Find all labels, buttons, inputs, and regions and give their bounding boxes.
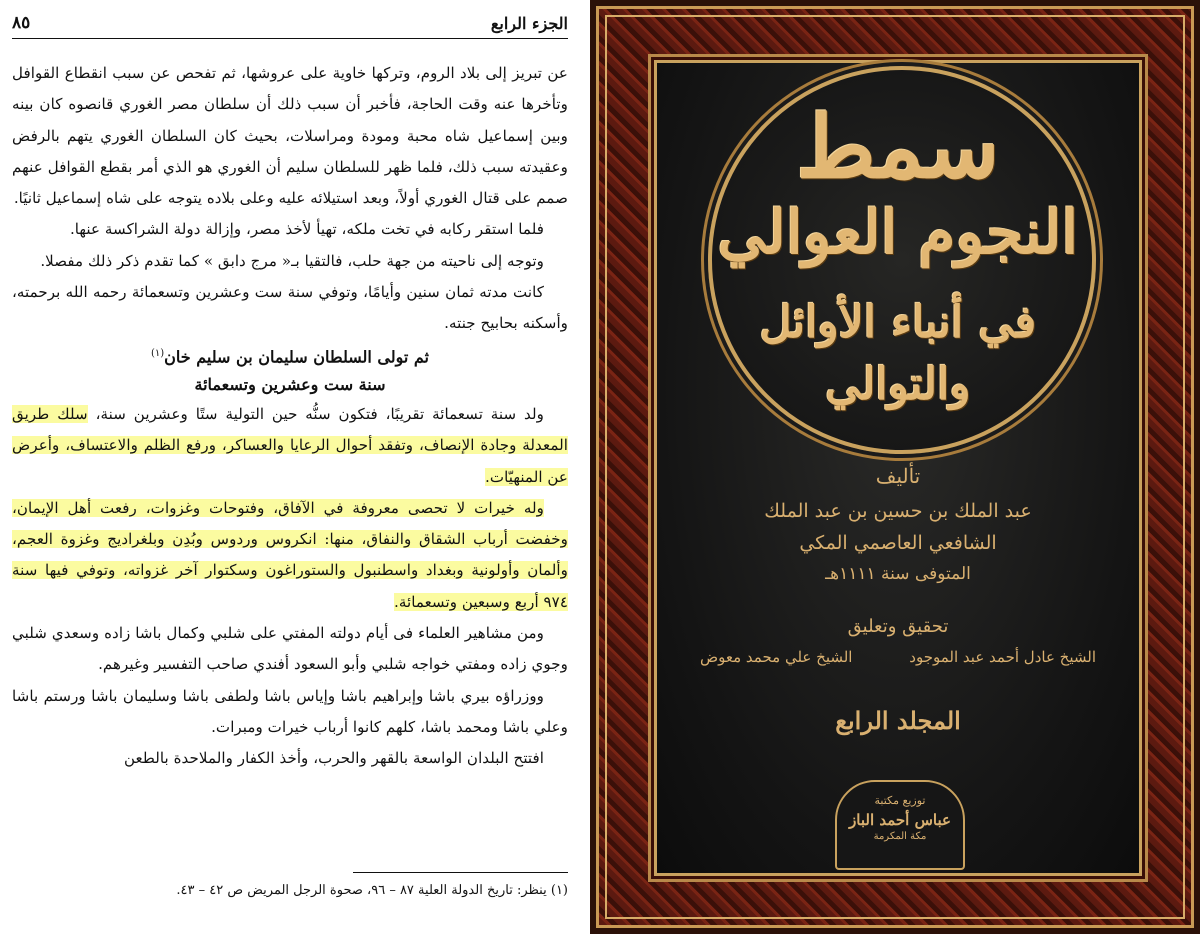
footnote-marker: (١) <box>150 347 165 359</box>
paragraph: ووزراؤه بيري باشا وإبراهيم باشا وإياس باشا ولطفى باشا وسليمان باشا ورستم باشا وعلي باشا ومحمد باشا، كلهم كانوا أرباب خيرات ومبرات. <box>12 686 568 736</box>
cover-title-line-1: سمط <box>796 97 1000 198</box>
paragraph: عن تبريز إلى بلاد الروم، وتركها خاوية على عروشها، ثم تفحص عن سبب انقطاع القوافل وتأخرها عنه وقت الحاجة، فأخبر أن سبب ذلك أن سلطان مصر الغوري قانصوه كان بينه وبين إسماعيل شاه محبة ومودة ومراسلات، بحيث كان السلطان الغوري يتهم بالرفض وعقيدته سبب ذلك، فلما ظهر للسلطان سليم أن الغوري هو الذي أمر بقطع القوافل عنهم صمم على قتال الغوري أولاً، وبعد استيلائه عليه وعلى بلاده يتوجه على شاه إسماعيل ثانيًا. <box>12 64 568 208</box>
publisher-badge <box>835 780 965 870</box>
section-heading <box>12 340 568 371</box>
editor-name: الشيخ عادل أحمد عبد الموجود <box>909 648 1096 666</box>
highlighted-text: وله خيرات لا تحصى معروفة في الآفاق، وفتوحات وغزوات، رفعت أهل الإيمان، وخفضت أرباب الشقاق والنفاق، منها: انكروس وردوس وبُدِن وبلغراديج وغزوة العجم، وألمان وأولونية وبغداد واسطنبول والستوراغون وسكتوار آخر غزواته، وتوفي فيها سنة ٩٧٤ أربع وسبعين وتسعمائة. <box>12 498 568 611</box>
cover-title-line-4: والتوالي <box>825 359 971 410</box>
book-cover <box>590 0 1200 934</box>
cover-title-line-3: في أنباء الأوائل <box>759 297 1037 348</box>
page-header <box>12 8 568 39</box>
volume-label: المجلد الرابع <box>835 706 961 735</box>
paragraph-text: ولد سنة تسعمائة تقريبًا، فتكون سنُّه حين التولية ستًا وعشرين سنة، <box>95 405 544 423</box>
publisher-label: توزيع مكتبة <box>874 794 926 807</box>
publisher-name: عباس أحمد الباز <box>849 811 951 829</box>
cover-title-line-2: النجوم العوالي <box>717 198 1079 268</box>
paragraph: ومن مشاهير العلماء فى أيام دولته المفتي على شلبي وكمال باشا زاده وسعدي شلبي وجوي زاده ومفتي خواجه شلبي وأبو السعود أفندي صاحب التفسير وغيرهم. <box>12 624 568 674</box>
footnote: (١) ينظر: تاريخ الدولة العلية ٨٧ – ٩٦، صحوة الرجل المريض ص ٤٢ – ٤٣. <box>176 883 568 898</box>
running-header-title: الجزء الرابع <box>490 13 568 33</box>
editors-row <box>700 648 1096 666</box>
highlighted-text: سلك طريق المعدلة وجادة الإنصاف، وتفقد أحوال الرعايا والعساكر، ورفع الظلم والاعتساف، وأعرض عن المنهيّات. <box>12 405 568 486</box>
author-label: تأليف <box>875 464 921 488</box>
footnote-divider <box>353 872 568 873</box>
editing-label: تحقيق وتعليق <box>847 616 949 637</box>
author-name-line-1: عبد الملك بن حسين بن عبد الملك <box>764 500 1032 522</box>
paragraph: كانت مدته ثمان سنين وأيامًا، وتوفي سنة ست وعشرين وتسعمائة رحمه الله برحمته، وأسكنه بحابيح جنته. <box>12 283 568 333</box>
paragraph: وتوجه إلى ناحيته من جهة حلب، فالتقيا بـ« مرج دابق » كما تقدم ذكر ذلك مفصلا. <box>40 251 544 270</box>
heading-title: ثم تولى السلطان سليمان بن سليم خان <box>164 347 429 366</box>
page-body <box>12 58 568 775</box>
editor-name: الشيخ علي محمد معوض <box>700 648 853 666</box>
paragraph <box>12 493 568 618</box>
section-subheading: سنة ست وعشرين وتسعمائة <box>194 375 386 394</box>
scanned-page <box>0 0 582 934</box>
paragraph: افتتح البلدان الواسعة بالقهر والحرب، وأخذ الكفار والملاحدة بالطعن <box>123 749 544 768</box>
author-death-year: المتوفى سنة ١١١١هـ <box>825 564 971 584</box>
author-name-line-2: الشافعي العاصمي المكي <box>799 532 997 554</box>
publisher-city: مكة المكرمة <box>873 831 927 842</box>
page-number: ٨٥ <box>12 13 31 33</box>
paragraph <box>12 399 568 493</box>
paragraph: فلما استقر ركابه في تخت ملكه، تهيأ لأخذ مصر، وإزالة دولة الشراكسة عنها. <box>69 220 544 239</box>
